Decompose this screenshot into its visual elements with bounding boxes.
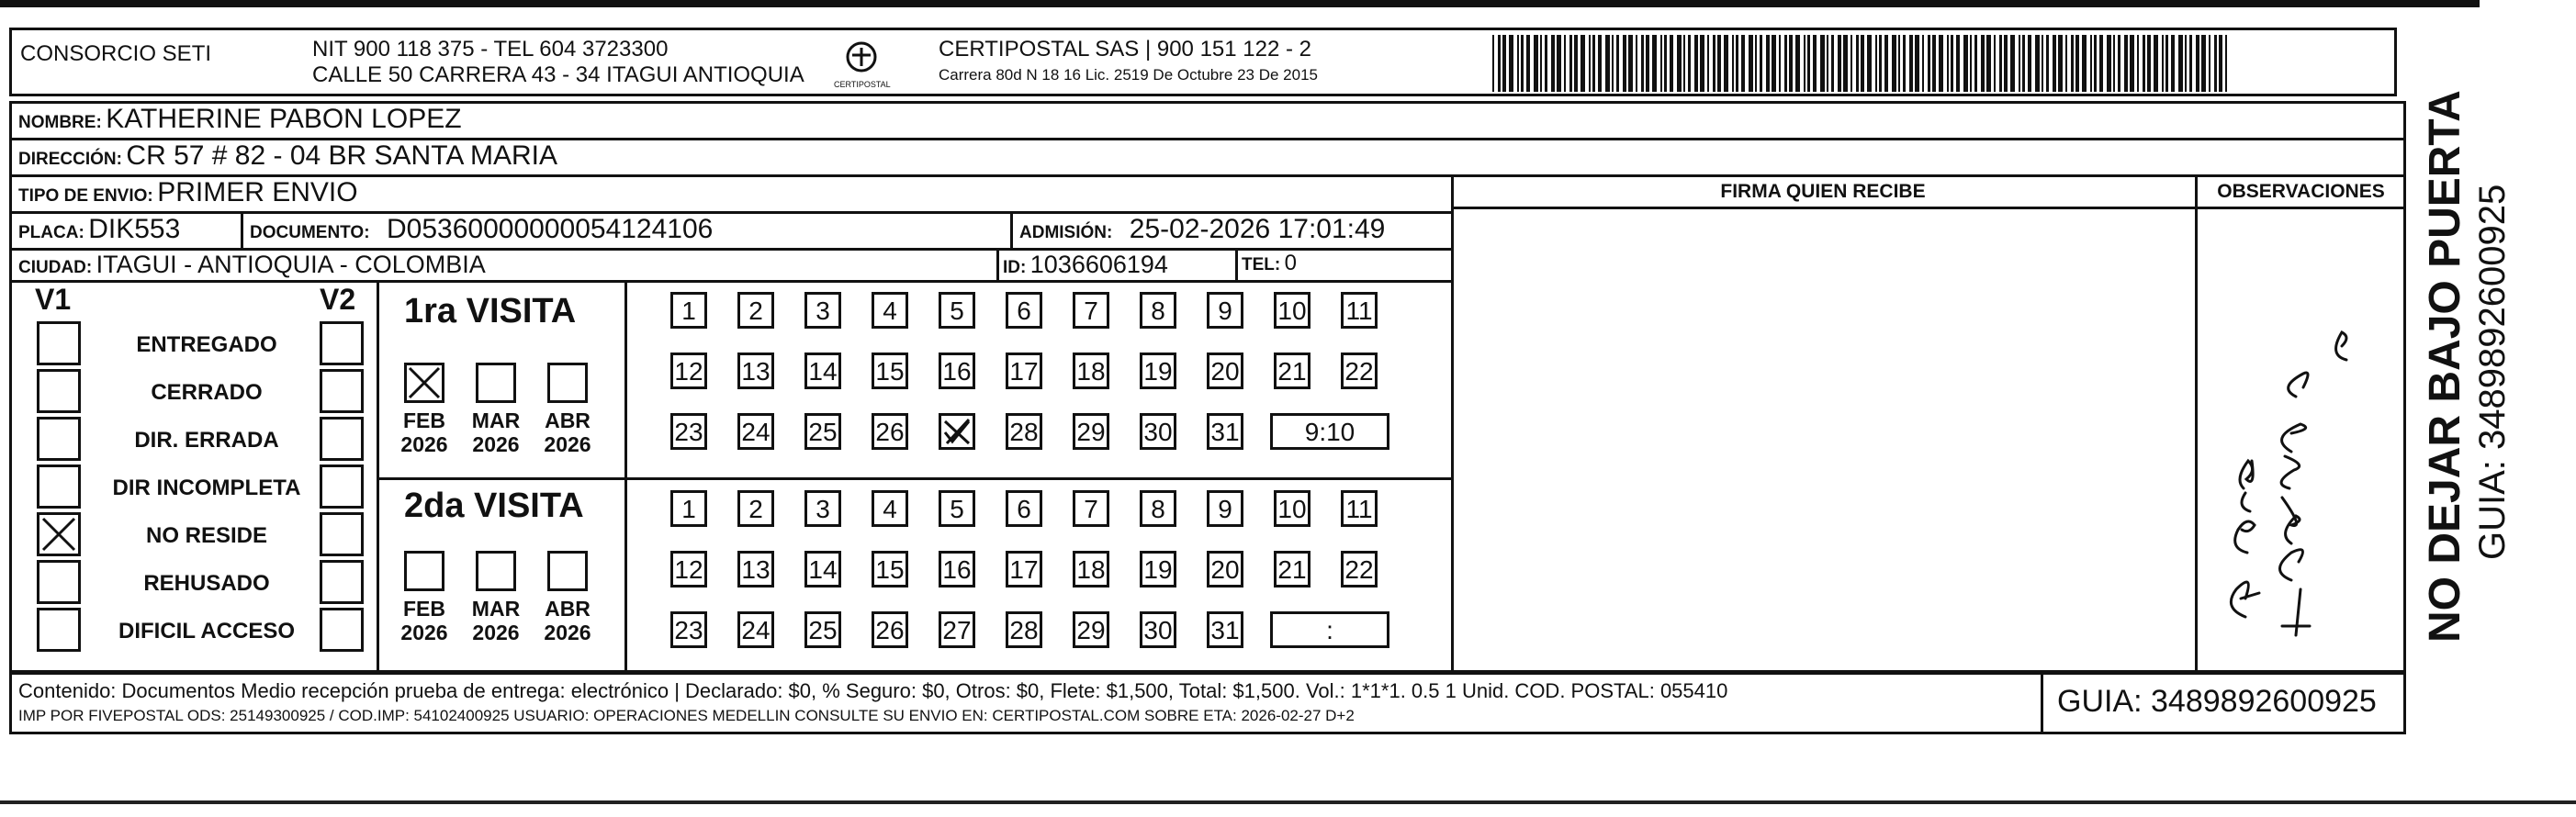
- month-label: [535, 597, 600, 644]
- barcode-bar: [1670, 35, 1673, 92]
- month-name: ABR: [545, 597, 591, 621]
- day-box[interactable]: 29: [1073, 413, 1109, 450]
- barcode-bar: [1928, 35, 1930, 92]
- visit-time-box[interactable]: :: [1270, 611, 1389, 648]
- barcode-bar: [1981, 35, 1985, 92]
- day-box[interactable]: 14: [804, 551, 841, 588]
- day-box[interactable]: 20: [1207, 551, 1243, 588]
- day-box[interactable]: 15: [872, 353, 908, 389]
- day-box[interactable]: 30: [1140, 611, 1176, 648]
- barcode-bar: [1856, 35, 1859, 92]
- day-box[interactable]: 17: [1006, 353, 1042, 389]
- day-box[interactable]: 4: [872, 292, 908, 329]
- barcode-bar: [2075, 35, 2079, 92]
- barcode-bar: [1850, 35, 1852, 92]
- barcode-bar: [1994, 35, 1996, 92]
- day-box[interactable]: 2: [737, 490, 774, 527]
- barcode: [1492, 35, 2227, 92]
- first-visit-label: 1ra VISITA: [404, 292, 577, 330]
- month-checkbox[interactable]: [547, 363, 588, 403]
- day-box[interactable]: 30: [1140, 413, 1176, 450]
- no-dejar-notice: NO DEJAR BAJO PUERTA: [2421, 90, 2469, 643]
- month-label: [392, 408, 456, 456]
- ciudad-cell: [18, 251, 486, 279]
- month-checkbox[interactable]: [476, 551, 516, 591]
- visit-divider: [624, 477, 1451, 480]
- v1-header: V1: [35, 283, 72, 316]
- day-box[interactable]: 13: [737, 353, 774, 389]
- barcode-bar: [2196, 35, 2199, 92]
- barcode-bar: [1741, 35, 1745, 92]
- barcode-bar: [1732, 35, 1734, 92]
- month-label: [392, 597, 456, 644]
- barcode-bar: [2065, 35, 2067, 92]
- barcode-bar: [2185, 35, 2187, 92]
- barcode-bar: [1884, 35, 1888, 92]
- status-checkbox-v1[interactable]: [37, 417, 81, 461]
- barcode-bar: [1999, 35, 2002, 92]
- nit-line: NIT 900 118 375 - TEL 604 3723300: [312, 37, 669, 62]
- day-box[interactable]: 14: [804, 353, 841, 389]
- day-box[interactable]: 8: [1140, 292, 1176, 329]
- barcode-bar: [1664, 35, 1667, 92]
- month-label: [535, 408, 600, 456]
- day-box[interactable]: 21: [1274, 551, 1310, 588]
- top-border: [0, 0, 2480, 7]
- barcode-bar: [1970, 35, 1972, 92]
- barcode-bar: [2082, 35, 2087, 92]
- barcode-bar: [1502, 35, 1506, 92]
- side-guia: GUIA: 3489892600925: [2472, 184, 2513, 560]
- barcode-bar: [1789, 35, 1793, 92]
- handwritten-obs-image: [2199, 213, 2402, 667]
- barcode-bar: [2010, 35, 2015, 92]
- signature-area[interactable]: [1460, 213, 2186, 667]
- barcode-bar: [1909, 35, 1913, 92]
- cell-divider: [1010, 211, 1013, 248]
- barcode-bar: [1963, 35, 1968, 92]
- barcode-bar: [1922, 35, 1924, 92]
- month-checkbox[interactable]: [476, 363, 516, 403]
- documento-label: DOCUMENTO:: [250, 223, 370, 242]
- day-box[interactable]: 26: [872, 413, 908, 450]
- barcode-bar: [2022, 35, 2025, 92]
- month-year: 2026: [472, 621, 520, 644]
- day-box[interactable]: 4: [872, 490, 908, 527]
- footer-guia: GUIA: 3489892600925: [2057, 684, 2377, 719]
- day-box[interactable]: 5: [939, 292, 975, 329]
- barcode-bar: [1717, 35, 1721, 92]
- day-box[interactable]: 5: [939, 490, 975, 527]
- barcode-bar: [1820, 35, 1825, 92]
- day-box[interactable]: 1: [670, 292, 707, 329]
- day-box[interactable]: 11: [1341, 490, 1378, 527]
- barcode-bar: [1521, 35, 1524, 92]
- status-label: REHUSADO: [143, 571, 270, 596]
- barcode-bar: [1879, 35, 1882, 92]
- barcode-bar: [2094, 35, 2097, 92]
- footer-frame: [9, 670, 2406, 734]
- barcode-bar: [1700, 35, 1704, 92]
- tel-value: 0: [1284, 251, 1298, 275]
- day-box[interactable]: 15: [872, 551, 908, 588]
- day-box[interactable]: 10: [1274, 292, 1310, 329]
- day-box[interactable]: 18: [1073, 551, 1109, 588]
- tipo-value: PRIMER ENVIO: [157, 177, 358, 207]
- barcode-bar: [1688, 35, 1691, 92]
- barcode-bar: [1589, 35, 1591, 92]
- barcode-bar: [1641, 35, 1644, 92]
- barcode-bar: [2219, 35, 2222, 92]
- month-checkbox[interactable]: [547, 551, 588, 591]
- month-year: 2026: [544, 621, 591, 644]
- status-checkbox-v1[interactable]: [37, 560, 81, 604]
- barcode-bar: [2090, 35, 2092, 92]
- barcode-bar: [2201, 35, 2206, 92]
- barcode-bar: [1724, 35, 1728, 92]
- barcode-bar: [1569, 35, 1572, 92]
- row-divider: [9, 280, 1451, 283]
- barcode-bar: [1564, 35, 1566, 92]
- tipo-label: TIPO DE ENVIO:: [18, 186, 153, 206]
- barcode-bar: [1605, 35, 1610, 92]
- barcode-bar: [1947, 35, 1949, 92]
- barcode-bar: [2225, 35, 2227, 92]
- barcode-bar: [1492, 35, 1494, 92]
- barcode-bar: [2124, 35, 2128, 92]
- barcode-bar: [1574, 35, 1578, 92]
- barcode-bar: [2130, 35, 2134, 92]
- barcode-bar: [2137, 35, 2139, 92]
- placa-value: DIK553: [88, 214, 181, 244]
- admision-value: 25-02-2026 17:01:49: [1129, 214, 1386, 244]
- day-box[interactable]: 8: [1140, 490, 1176, 527]
- barcode-bar: [1831, 35, 1834, 92]
- month-year: 2026: [544, 432, 591, 456]
- visit-divider: [377, 477, 624, 480]
- day-box[interactable]: 25: [804, 413, 841, 450]
- barcode-bar: [2113, 35, 2115, 92]
- barcode-bar: [1772, 35, 1776, 92]
- day-box[interactable]: 18: [1073, 353, 1109, 389]
- day-box[interactable]: 3: [804, 292, 841, 329]
- ciudad-label: CIUDAD:: [18, 258, 93, 277]
- barcode-bar: [1534, 35, 1538, 92]
- barcode-bar: [2035, 35, 2040, 92]
- second-visit-label: 2da VISITA: [404, 487, 584, 525]
- barcode-bar: [1838, 35, 1841, 92]
- barcode-bar: [2165, 35, 2168, 92]
- barcode-bar: [2099, 35, 2103, 92]
- barcode-bar: [2162, 35, 2164, 92]
- direccion-value: CR 57 # 82 - 04 BR SANTA MARIA: [126, 140, 558, 171]
- barcode-bar: [2058, 35, 2063, 92]
- barcode-bar: [1932, 35, 1936, 92]
- barcode-bar: [1616, 35, 1619, 92]
- barcode-bar: [1683, 35, 1685, 92]
- day-box[interactable]: 9: [1207, 490, 1243, 527]
- day-box[interactable]: 20: [1207, 353, 1243, 389]
- status-checkbox-v1[interactable]: [37, 464, 81, 509]
- status-checkbox-v1[interactable]: [37, 369, 81, 413]
- barcode-bar: [1755, 35, 1757, 92]
- observaciones-header: OBSERVACIONES: [2217, 181, 2385, 202]
- month-name: FEB: [403, 597, 445, 621]
- admision-cell: [1019, 214, 1385, 245]
- month-year: 2026: [400, 621, 448, 644]
- barcode-bar: [2107, 35, 2111, 92]
- barcode-bar: [1749, 35, 1753, 92]
- barcode-bar: [1545, 35, 1547, 92]
- month-name: ABR: [545, 408, 591, 432]
- barcode-bar: [1580, 35, 1585, 92]
- barcode-bar: [2004, 35, 2008, 92]
- day-box[interactable]: 27: [939, 611, 975, 648]
- barcode-bar: [1557, 35, 1561, 92]
- barcode-bar: [1939, 35, 1943, 92]
- barcode-bar: [1623, 35, 1626, 92]
- status-label: DIR. ERRADA: [134, 428, 279, 453]
- barcode-bar: [1509, 35, 1513, 92]
- barcode-bar: [1592, 35, 1595, 92]
- barcode-bar: [1713, 35, 1715, 92]
- day-box[interactable]: 22: [1341, 353, 1378, 389]
- cell-divider: [241, 211, 243, 248]
- barcode-bar: [1636, 35, 1637, 92]
- nombre-label: NOMBRE:: [18, 113, 102, 132]
- barcode-bar: [1898, 35, 1900, 92]
- barcode-bar: [2154, 35, 2158, 92]
- month-checkbox[interactable]: [404, 363, 444, 403]
- observaciones-area[interactable]: [2199, 213, 2402, 667]
- barcode-bar: [1551, 35, 1555, 92]
- barcode-bar: [1795, 35, 1800, 92]
- day-box[interactable]: 23: [670, 611, 707, 648]
- status-label: CERRADO: [151, 380, 263, 405]
- barcode-bar: [1843, 35, 1848, 92]
- certipostal-logo: [834, 35, 889, 90]
- status-label: DIR INCOMPLETA: [112, 476, 301, 500]
- barcode-bar: [1875, 35, 1877, 92]
- day-box[interactable]: 11: [1341, 292, 1378, 329]
- barcode-bar: [1628, 35, 1633, 92]
- status-label: NO RESIDE: [145, 523, 268, 548]
- barcode-bar: [2209, 35, 2210, 92]
- barcode-bar: [2143, 35, 2145, 92]
- day-box[interactable]: 13: [737, 551, 774, 588]
- barcode-bar: [1694, 35, 1698, 92]
- status-label: ENTREGADO: [136, 332, 277, 357]
- certipostal-line: CERTIPOSTAL SAS | 900 151 122 - 2: [939, 37, 1311, 62]
- barcode-bar: [1986, 35, 1991, 92]
- status-checkbox-v1[interactable]: [37, 321, 81, 365]
- logo-caption: CERTIPOSTAL: [834, 80, 891, 89]
- barcode-bar: [1861, 35, 1864, 92]
- placa-label: PLACA:: [18, 223, 84, 242]
- barcode-bar: [2189, 35, 2192, 92]
- footer-content-line: Contenido: Documentos Medio recepción prueba de entrega: electrónico | Declarado: $0, % Seguro: $0, Otros: $0, Flete: $1,500, Total: $1,500. Vol.: 1*1*1. 0.5 1 Unid. COD. POSTAL: 055410: [18, 679, 1728, 702]
- ciudad-value: ITAGUI - ANTIOQUIA - COLOMBIA: [96, 251, 486, 278]
- day-box[interactable]: 29: [1073, 611, 1109, 648]
- barcode-bar: [1517, 35, 1519, 92]
- day-box[interactable]: 19: [1140, 353, 1176, 389]
- barcode-bar: [2053, 35, 2056, 92]
- day-box[interactable]: 6: [1006, 490, 1042, 527]
- month-year: 2026: [472, 432, 520, 456]
- barcode-bar: [1892, 35, 1896, 92]
- day-box[interactable]: [939, 413, 975, 450]
- cell-divider: [996, 248, 999, 280]
- barcode-bar: [2147, 35, 2151, 92]
- nombre-row: [18, 104, 462, 135]
- barcode-bar: [1677, 35, 1682, 92]
- barcode-bar: [2178, 35, 2183, 92]
- barcode-bar: [1827, 35, 1828, 92]
- barcode-bar: [1813, 35, 1817, 92]
- day-box[interactable]: 10: [1274, 490, 1310, 527]
- barcode-bar: [1598, 35, 1602, 92]
- barcode-bar: [1646, 35, 1649, 92]
- barcode-bar: [1804, 35, 1805, 92]
- day-box[interactable]: 6: [1006, 292, 1042, 329]
- v2-header: V2: [320, 283, 356, 316]
- month-label: [464, 408, 528, 456]
- day-box[interactable]: 3: [804, 490, 841, 527]
- status-checkbox-v1[interactable]: [37, 608, 81, 652]
- documento-cell: [250, 214, 713, 245]
- obs-column-line: [2195, 174, 2198, 675]
- barcode-bar: [2046, 35, 2049, 92]
- barcode-bar: [1540, 35, 1542, 92]
- month-checkbox[interactable]: [404, 551, 444, 591]
- barcode-bar: [2214, 35, 2217, 92]
- admision-label: ADMISIÓN:: [1019, 223, 1113, 242]
- barcode-bar: [1707, 35, 1709, 92]
- cell-divider: [1235, 248, 1238, 280]
- barcode-bar: [1784, 35, 1787, 92]
- barcode-bar: [1951, 35, 1953, 92]
- day-box[interactable]: 12: [670, 551, 707, 588]
- day-box[interactable]: 26: [872, 611, 908, 648]
- direccion-row: [18, 140, 557, 172]
- month-name: MAR: [471, 408, 521, 432]
- documento-value: D05360000000054124106: [387, 214, 714, 244]
- id-label: ID:: [1003, 258, 1027, 277]
- day-box[interactable]: 7: [1073, 292, 1109, 329]
- barcode-bar: [1956, 35, 1960, 92]
- barcode-bar: [1660, 35, 1662, 92]
- id-value: 1036606194: [1029, 251, 1168, 278]
- day-box[interactable]: 9: [1207, 292, 1243, 329]
- address-line: CALLE 50 CARRERA 43 - 34 ITAGUI ANTIOQUIA: [312, 62, 804, 87]
- day-box[interactable]: 28: [1006, 413, 1042, 450]
- visit-time-box[interactable]: 9:10: [1270, 413, 1389, 450]
- month-label: [464, 597, 528, 644]
- day-box[interactable]: 23: [670, 413, 707, 450]
- barcode-bar: [1867, 35, 1872, 92]
- day-box[interactable]: 17: [1006, 551, 1042, 588]
- barcode-bar: [1612, 35, 1614, 92]
- barcode-bar: [1736, 35, 1738, 92]
- day-box[interactable]: 31: [1207, 413, 1243, 450]
- barcode-bar: [2071, 35, 2074, 92]
- barcode-bar: [1915, 35, 1919, 92]
- firma-header: FIRMA QUIEN RECIBE: [1720, 181, 1926, 202]
- tel-label: TEL:: [1242, 255, 1281, 274]
- nombre-value: KATHERINE PABON LOPEZ: [106, 104, 462, 134]
- column-header-line: [1451, 207, 2406, 209]
- barcode-bar: [2042, 35, 2043, 92]
- days-divider: [1451, 280, 1454, 675]
- day-box[interactable]: 21: [1274, 353, 1310, 389]
- id-cell: [1003, 251, 1168, 279]
- day-box[interactable]: 31: [1207, 611, 1243, 648]
- barcode-bar: [1807, 35, 1810, 92]
- status-checkbox-v1[interactable]: [37, 512, 81, 556]
- row-divider: [9, 174, 2406, 177]
- barcode-bar: [2019, 35, 2020, 92]
- day-box[interactable]: 22: [1341, 551, 1378, 588]
- barcode-bar: [1760, 35, 1762, 92]
- day-box[interactable]: 19: [1140, 551, 1176, 588]
- day-box[interactable]: 24: [737, 413, 774, 450]
- barcode-bar: [2171, 35, 2175, 92]
- tel-cell: [1242, 251, 1297, 276]
- status-label: DIFICIL ACCESO: [118, 619, 295, 644]
- month-year: 2026: [400, 432, 448, 456]
- day-box[interactable]: 16: [939, 551, 975, 588]
- barcode-bar: [2028, 35, 2031, 92]
- bottom-border: [0, 800, 2576, 804]
- company-name: CONSORCIO SETI: [20, 41, 212, 66]
- day-box[interactable]: 16: [939, 353, 975, 389]
- month-name: MAR: [471, 597, 521, 621]
- barcode-bar: [1766, 35, 1770, 92]
- day-box[interactable]: 7: [1073, 490, 1109, 527]
- barcode-bar: [1526, 35, 1530, 92]
- barcode-bar: [1974, 35, 1977, 92]
- placa-cell: [18, 214, 180, 245]
- barcode-bar: [1652, 35, 1657, 92]
- license-line: Carrera 80d N 18 16 Lic. 2519 De Octubre 23 De 2015: [939, 66, 1318, 84]
- direccion-label: DIRECCIÓN:: [18, 150, 122, 169]
- day-box[interactable]: 12: [670, 353, 707, 389]
- tipo-row: [18, 177, 358, 208]
- month-name: FEB: [403, 408, 445, 432]
- barcode-bar: [1498, 35, 1501, 92]
- day-box[interactable]: 28: [1006, 611, 1042, 648]
- day-box[interactable]: 2: [737, 292, 774, 329]
- day-box[interactable]: 1: [670, 490, 707, 527]
- barcode-bar: [1779, 35, 1781, 92]
- footer-imp-line: IMP POR FIVEPOSTAL ODS: 25149300925 / COD.IMP: 54102400925 USUARIO: OPERACIONES MEDELLIN CONSULTE SU ENVIO EN: CERTIPOSTAL.COM SOBRE ETA: 2026-02-27 D+2: [18, 707, 1355, 724]
- barcode-bar: [2118, 35, 2120, 92]
- day-box[interactable]: 25: [804, 611, 841, 648]
- day-box[interactable]: 24: [737, 611, 774, 648]
- barcode-bar: [1903, 35, 1906, 92]
